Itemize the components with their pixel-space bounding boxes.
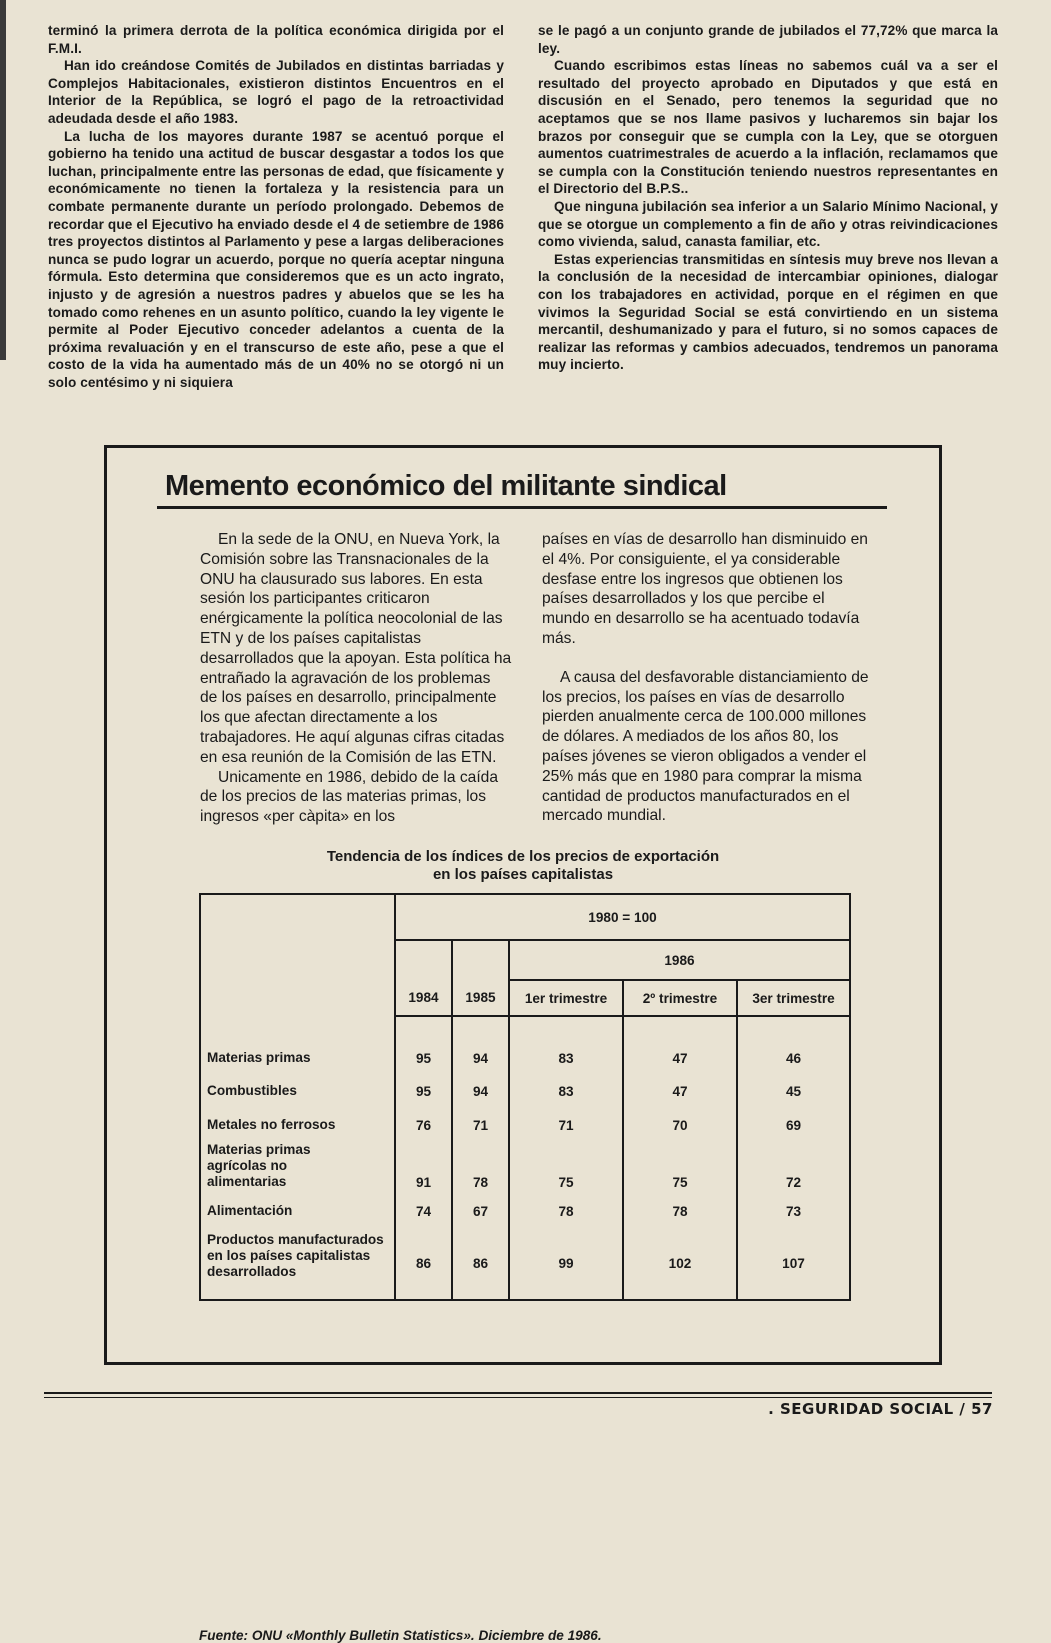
table-cell: 72 [737,1142,850,1194]
price-index-table [199,893,851,1301]
table-cell: 83 [509,1016,623,1074]
article-columns [48,22,1000,432]
column-header: 1er trimestre [509,980,623,1016]
box-paragraph: países en vías de desarrollo han disminuido en el 4%. Por consiguiente, el ya considerable desfase entre los ingresos que obtienen los países desarrollados y los que percibe el mundo en desarrollo se ha acentuado todavía más. [542,531,868,647]
article-paragraph: Han ido creándose Comités de Jubilados en distintas barriadas y Complejos Habitacionales, existieron distintos Encuentros en el Interior de la República, se logró el pago de la retroactividad adeudada desde el año 1983. [48,58,504,126]
box-paragraph: A causa del desfavorable distanciamiento de los precios, los países en vías de desarrollo pierden anualmente cerca de 100.000 millones de dólares. A mediados de los años 80, los países jóvenes se vieron obligados a vender el 25% más que en 1980 para comprar la misma cantidad de productos manufacturados en el mercado mundial. [542,668,869,825]
title-underline [157,506,887,509]
table-cell: 99 [509,1228,623,1300]
table-source-note: Fuente: ONU «Monthly Bulletin Statistics». Diciembre de 1986. [199,1628,602,1643]
page-edge-shadow [0,0,6,360]
table-cell: 107 [737,1228,850,1300]
row-label: Combustibles [200,1074,395,1108]
box-left-column [200,530,512,827]
table-cell: 95 [395,1016,452,1074]
footer-divider [44,1397,992,1398]
table-cell: 83 [509,1074,623,1108]
table-cell: 67 [452,1194,509,1228]
article-paragraph: Que ninguna jubilación sea inferior a un Salario Mínimo Nacional, y que se otorgue un complemento a fin de año y otras reivindicaciones como vivienda, salud, canasta familiar, etc. [538,198,998,250]
base-year-header: 1980 = 100 [395,894,850,940]
row-label: Materias primas agrícolas no alimentarias [200,1142,395,1194]
table-title [107,848,939,884]
column-header: 1985 [452,940,509,1016]
table-row [200,1228,850,1300]
table-cell: 75 [623,1142,737,1194]
table-cell: 94 [452,1016,509,1074]
table-cell: 86 [395,1228,452,1300]
table-cell: 70 [623,1108,737,1142]
column-header: 2º trimestre [623,980,737,1016]
table-cell: 76 [395,1108,452,1142]
year-group-header: 1986 [509,940,850,980]
table-cell: 69 [737,1108,850,1142]
column-header: 3er trimestre [737,980,850,1016]
table-row [200,1074,850,1108]
table-cell: 102 [623,1228,737,1300]
article-paragraph: terminó la primera derrota de la política económica dirigida por el F.M.I. [48,23,504,56]
table-cell: 73 [737,1194,850,1228]
table-cell: 95 [395,1074,452,1108]
row-label: Metales no ferrosos [200,1108,395,1142]
table-cell: 91 [395,1142,452,1194]
row-label: Materias primas [200,1016,395,1074]
table-cell: 78 [509,1194,623,1228]
table-cell: 74 [395,1194,452,1228]
article-paragraph: Cuando escribimos estas líneas no sabemos cuál va a ser el resultado del proyecto aprobado en Diputados y que está en discusión en el Senado, pero tenemos la seguridad que no aceptamos que se nos llame pasivos y lucharemos sin bajar los brazos por conseguir que se cumpla con la Ley, que se otorguen aumentos cuatrimestrales de acuerdo a la inflación, reclamamos que se cumpla con la Constitución teniendo nuestros representantes en el Directorio del B.P.S.. [538,58,998,197]
table-cell: 86 [452,1228,509,1300]
table-cell: 46 [737,1016,850,1074]
table-title-line: Tendencia de los índices de los precios de exportación [326,848,720,865]
box-right-column [542,530,872,826]
article-paragraph: La lucha de los mayores durante 1987 se acentuó porque el gobierno ha tenido una actitud de buscar desgastar a todos los que luchan, principalmente entre las personas de edad, que físicamente y económicamente no tienen la fortaleza y la resistencia para un combate permanente durante un período prolongado. Debemos de recordar que el Ejecutivo ha enviado desde el 4 de setiembre de 1986 tres proyectos distintos al Parlamento y pese a largas deliberaciones nunca se pudo lograr un acuerdo, porque no quería aceptar ninguna fórmula. Esto determina que consideremos que es un acto ingrato, injusto y de agresión a nuestros padres y abuelos que se les ha tomado como rehenes en un asunto político, cuando la ley vigente le permite al Poder Ejecutivo conceder adelantos a cuenta de la próxima revaluación y en el transcurso de este año, pese a que el costo de la vida ha aumentado más de un 40% no se otorgó ni un solo centésimo y ni siquiera [48,128,504,390]
table-cell: 47 [623,1074,737,1108]
box-paragraph: En la sede de la ONU, en Nueva York, la Comisión sobre las Transnacionales de la ONU ha clausurado sus labores. En esta sesión los participantes criticaron enérgicamente la política neocolonial de las ETN y de los países capitalistas desarrollados que la apoyan. Esta política ha entrañado la agravación de los problemas de los países en desarrollo, principalmente los que afectan directamente a los trabajadores. He aquí algunas cifras citadas en esa reunión de la Comisión de las ETN. [200,531,512,766]
table-row [200,1142,850,1194]
table-cell: 78 [623,1194,737,1228]
table-cell: 94 [452,1074,509,1108]
article-right-column [538,22,998,374]
table-row [200,1194,850,1228]
box-paragraph: Unicamente en 1986, debido de la caída de los precios de las materias primas, los ingresos «per càpita» en los [200,768,499,826]
article-paragraph: se le pagó a un conjunto grande de jubilados el 77,72% que marca la ley. [538,23,998,56]
table-cell: 45 [737,1074,850,1108]
table-cell: 47 [623,1016,737,1074]
table-cell: 71 [452,1108,509,1142]
table-row [200,1108,850,1142]
box-title: Memento económico del militante sindical [165,470,727,502]
article-left-column [48,22,504,391]
table-corner [200,894,395,1016]
table-cell: 75 [509,1142,623,1194]
table-row [200,1016,850,1074]
table-cell: 71 [509,1108,623,1142]
row-label: Alimentación [200,1194,395,1228]
page-footer: . SEGURIDAD SOCIAL / 57 [768,1400,993,1418]
column-header: 1984 [395,940,452,1016]
footer-divider [44,1392,992,1394]
table-title-line: en los países capitalistas [432,866,614,883]
table-cell: 78 [452,1142,509,1194]
article-paragraph: Estas experiencias transmitidas en síntesis muy breve nos llevan a la conclusión de la necesidad de intercambiar opiniones, dialogar con los trabajadores en actividad, porque en el régimen en que vivimos la Seguridad Social se está convirtiendo en un sistema mercantil, deshumanizado y para el futuro, si no somos capaces de realizar las reformas y cambios adecuados, tendremos un panorama muy incierto. [538,251,998,373]
row-label: Productos manufacturados en los países capitalistas desarrollados [200,1228,395,1300]
